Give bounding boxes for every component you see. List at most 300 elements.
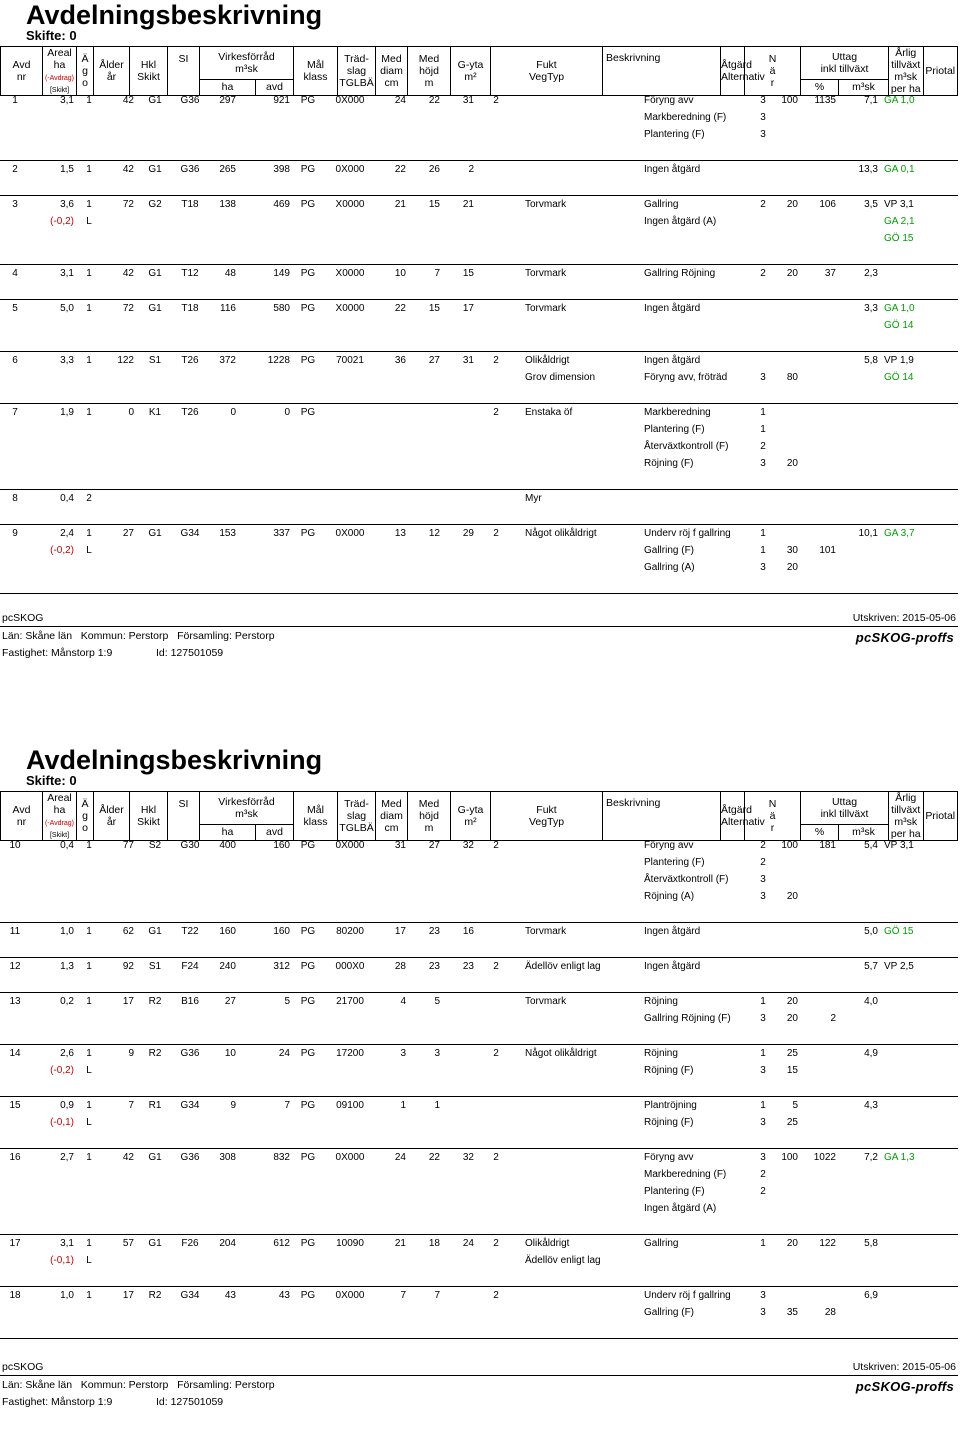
cell-atg: Röjning bbox=[644, 996, 678, 1007]
cell-nar: 2 bbox=[760, 840, 766, 851]
cell-tv: 4,9 bbox=[864, 1048, 878, 1059]
cell-nar: 1 bbox=[760, 1238, 766, 1249]
cell-ha: 0,2 bbox=[60, 996, 74, 1007]
stand-sub-row bbox=[0, 1010, 958, 1027]
stand-record bbox=[0, 923, 958, 958]
stand-sub-row bbox=[0, 213, 958, 230]
cell-si: T26 bbox=[181, 355, 199, 366]
cell-diam: 1 bbox=[400, 1100, 406, 1111]
cell-atg: Röjning (F) bbox=[644, 1065, 694, 1076]
stand-record bbox=[0, 1149, 958, 1235]
cell-ts: 21700 bbox=[336, 996, 364, 1007]
cell-beskr: Torvmark bbox=[525, 303, 567, 314]
skifte-label: Skifte: 0 bbox=[26, 28, 77, 43]
cell-nr: 11 bbox=[9, 926, 21, 937]
cell-gyta: 31 bbox=[462, 355, 474, 366]
cell-hojd: 15 bbox=[428, 199, 440, 210]
stand-main-row bbox=[0, 490, 958, 507]
cell-m3: 101 bbox=[819, 545, 836, 556]
cell-hojd: 5 bbox=[434, 996, 440, 1007]
cell-alder: 42 bbox=[122, 1152, 134, 1163]
stand-main-row bbox=[0, 993, 958, 1010]
footer-property: Fastighet: Månstorp 1:9 bbox=[2, 647, 113, 659]
column-header: Avd nr Areal ha (-Avdrag) [Skikt] Ä g o Ålder år Hkl Skikt SI Virkesförråd m³sk Mål klass Träd- slag TGLBÄ Med diam cm Med höjd m G-yta m² Fukt VegTyp Beskrivning Åtgärd Alternativ N ä r Uttag inkl tillväxt Årlig tillväxt m³sk per ha Priotal ha avd % m³sk bbox=[0, 46, 958, 96]
cell-vavd: 160 bbox=[273, 840, 290, 851]
cell-atg: Plantering (F) bbox=[644, 857, 705, 868]
cell-alder: 7 bbox=[128, 1100, 134, 1111]
stand-main-row bbox=[0, 1149, 958, 1166]
cell-vha: 240 bbox=[219, 961, 236, 972]
hdr-diam: Med bbox=[381, 53, 402, 65]
cell-tv: 5,0 bbox=[864, 926, 878, 937]
cell-nar: 1 bbox=[760, 407, 766, 418]
cell-hojd: 7 bbox=[434, 268, 440, 279]
cell-atg: Ingen åtgärd bbox=[644, 961, 701, 972]
cell-vavd: 5 bbox=[284, 996, 290, 1007]
cell-atg: Röjning (F) bbox=[644, 1117, 694, 1128]
hdr-fukt: Fukt bbox=[536, 59, 557, 71]
stand-record bbox=[0, 837, 958, 923]
cell-alder: 92 bbox=[122, 961, 134, 972]
stand-record bbox=[0, 490, 958, 525]
cell-vha: 265 bbox=[219, 164, 236, 175]
cell-vha: 43 bbox=[224, 1290, 236, 1301]
cell-si: G30 bbox=[180, 840, 200, 851]
cell-fukt: 2 bbox=[493, 95, 499, 106]
cell-hkl: G1 bbox=[148, 268, 162, 279]
cell-beskr: Något olikåldrigt bbox=[525, 528, 597, 539]
cell-ago: 2 bbox=[86, 493, 92, 504]
footer-printed-date: Utskriven: 2015-05-06 bbox=[852, 1361, 956, 1373]
cell-vha: 116 bbox=[220, 303, 236, 314]
cell-ago: L bbox=[86, 545, 92, 556]
cell-mal: PG bbox=[300, 268, 316, 279]
cell-si: G36 bbox=[180, 95, 200, 106]
cell-ha: (-0,1) bbox=[50, 1255, 74, 1266]
cell-hkl: R2 bbox=[148, 1290, 162, 1301]
cell-mal: PG bbox=[300, 1238, 316, 1249]
cell-pct: 30 bbox=[786, 545, 798, 556]
cell-vavd: 1228 bbox=[267, 355, 290, 366]
brand-logo: pcSKOG-proffs bbox=[855, 630, 954, 645]
cell-hojd: 22 bbox=[428, 1152, 440, 1163]
cell-nr: 17 bbox=[9, 1238, 21, 1249]
cell-fukt: 2 bbox=[493, 1048, 499, 1059]
cell-ago: 1 bbox=[86, 1238, 92, 1249]
cell-hkl: G1 bbox=[148, 95, 162, 106]
skifte-label: Skifte: 0 bbox=[26, 773, 77, 788]
cell-ago: L bbox=[86, 216, 92, 227]
stand-record bbox=[0, 404, 958, 490]
stand-main-row bbox=[0, 923, 958, 940]
cell-hkl: R2 bbox=[148, 996, 162, 1007]
cell-atg: Gallring bbox=[644, 1238, 679, 1249]
cell-mal: PG bbox=[300, 961, 316, 972]
stand-sub-row bbox=[0, 1166, 958, 1183]
cell-ha: (-0,2) bbox=[50, 1065, 74, 1076]
stand-sub-row bbox=[0, 109, 958, 126]
cell-nar: 3 bbox=[760, 1065, 766, 1076]
cell-ts: 10090 bbox=[336, 1238, 364, 1249]
cell-prio: GA 1,0 bbox=[884, 303, 915, 314]
cell-ago: 1 bbox=[86, 961, 92, 972]
cell-mal: PG bbox=[300, 1152, 316, 1163]
hdr-hojd: Med bbox=[418, 798, 440, 810]
cell-si: F24 bbox=[181, 961, 199, 972]
cell-ha: 3,6 bbox=[60, 199, 74, 210]
stand-record bbox=[0, 196, 958, 265]
cell-hojd: 27 bbox=[428, 355, 440, 366]
cell-vavd: 7 bbox=[284, 1100, 290, 1111]
hdr-priotal: Priotal bbox=[925, 65, 956, 77]
cell-fukt: 2 bbox=[493, 407, 499, 418]
cell-nr: 13 bbox=[9, 996, 21, 1007]
cell-atg: Markberedning (F) bbox=[644, 1169, 727, 1180]
cell-si: G34 bbox=[180, 1100, 200, 1111]
cell-atg: Röjning (F) bbox=[644, 458, 694, 469]
cell-beskr: Enstaka öf bbox=[525, 407, 573, 418]
stand-sub-row bbox=[0, 317, 958, 334]
cell-mal: PG bbox=[300, 926, 316, 937]
cell-hkl: G1 bbox=[148, 1238, 162, 1249]
cell-beskr: Torvmark bbox=[525, 268, 567, 279]
cell-gyta: 32 bbox=[462, 1152, 474, 1163]
cell-vavd: 43 bbox=[278, 1290, 290, 1301]
cell-pct: 5 bbox=[792, 1100, 798, 1111]
footer-divider bbox=[0, 1375, 958, 1376]
cell-pct: 35 bbox=[786, 1307, 798, 1318]
cell-atg: Återväxtkontroll (F) bbox=[644, 441, 729, 452]
cell-si: G36 bbox=[180, 1048, 200, 1059]
cell-alder: 17 bbox=[122, 996, 134, 1007]
cell-nar: 3 bbox=[760, 891, 766, 902]
cell-nr: 4 bbox=[12, 268, 18, 279]
cell-ha: (-0,1) bbox=[50, 1117, 74, 1128]
cell-prio: VP 1,9 bbox=[884, 355, 914, 366]
cell-nar: 1 bbox=[760, 1048, 766, 1059]
cell-ts: 80200 bbox=[336, 926, 364, 937]
hdr-atgard: Åtgärd bbox=[721, 804, 752, 816]
cell-m3: 122 bbox=[819, 1238, 836, 1249]
stand-record bbox=[0, 300, 958, 352]
stand-sub-row bbox=[0, 438, 958, 455]
cell-ago: 1 bbox=[86, 926, 92, 937]
cell-alder: 42 bbox=[122, 95, 134, 106]
cell-vha: 153 bbox=[219, 528, 236, 539]
stand-main-row bbox=[0, 404, 958, 421]
cell-gyta: 21 bbox=[462, 199, 474, 210]
cell-fukt: 2 bbox=[493, 1290, 499, 1301]
stand-sub-row bbox=[0, 126, 958, 143]
hdr-si: SI bbox=[178, 53, 189, 65]
cell-beskr: Torvmark bbox=[525, 996, 567, 1007]
cell-vha: 160 bbox=[219, 926, 236, 937]
stand-sub-row bbox=[0, 871, 958, 888]
cell-tv: 4,0 bbox=[864, 996, 878, 1007]
cell-diam: 22 bbox=[394, 164, 406, 175]
cell-atg: Underv röj f gallring bbox=[644, 1290, 731, 1301]
stand-sub-row bbox=[0, 421, 958, 438]
cell-tv: 6,9 bbox=[864, 1290, 878, 1301]
cell-atg: Gallring Röjning bbox=[644, 268, 716, 279]
cell-mal: PG bbox=[300, 1290, 316, 1301]
cell-ts: 70021 bbox=[336, 355, 364, 366]
cell-alder: 57 bbox=[122, 1238, 134, 1249]
cell-nar: 3 bbox=[760, 1290, 766, 1301]
cell-hkl: K1 bbox=[148, 407, 162, 418]
cell-nar: 1 bbox=[760, 424, 766, 435]
cell-prio: GA 3,7 bbox=[884, 528, 915, 539]
cell-nar: 2 bbox=[760, 199, 766, 210]
cell-vavd: 469 bbox=[273, 199, 290, 210]
cell-mal: PG bbox=[300, 1048, 316, 1059]
cell-nar: 3 bbox=[760, 562, 766, 573]
cell-vavd: 0 bbox=[284, 407, 290, 418]
cell-nar: 3 bbox=[760, 1152, 766, 1163]
cell-alder: 9 bbox=[128, 1048, 134, 1059]
stand-record bbox=[0, 1235, 958, 1287]
cell-beskr: Torvmark bbox=[525, 199, 567, 210]
cell-pct: 100 bbox=[781, 840, 798, 851]
cell-ts: X0000 bbox=[335, 199, 365, 210]
cell-si: T12 bbox=[181, 268, 199, 279]
stand-sub-row bbox=[0, 559, 958, 576]
cell-ago: 1 bbox=[86, 1152, 92, 1163]
cell-prio: VP 2,5 bbox=[884, 961, 914, 972]
stand-separator bbox=[0, 593, 958, 594]
cell-m3: 37 bbox=[824, 268, 836, 279]
cell-alder: 62 bbox=[122, 926, 134, 937]
cell-mal: PG bbox=[300, 840, 316, 851]
cell-atg: Föryng avv, fröträd bbox=[644, 372, 728, 383]
cell-m3: 1022 bbox=[813, 1152, 836, 1163]
cell-tv: 5,4 bbox=[864, 840, 878, 851]
stand-record bbox=[0, 161, 958, 196]
cell-fukt: 2 bbox=[493, 840, 499, 851]
cell-vha: 9 bbox=[230, 1100, 236, 1111]
cell-gyta: 2 bbox=[468, 164, 474, 175]
cell-si: G34 bbox=[180, 1290, 200, 1301]
cell-tv: 5,7 bbox=[864, 961, 878, 972]
hdr-gyta: G-yta bbox=[457, 804, 484, 816]
cell-nar: 3 bbox=[760, 874, 766, 885]
cell-nr: 5 bbox=[12, 303, 18, 314]
cell-ago: 1 bbox=[86, 268, 92, 279]
stand-record bbox=[0, 525, 958, 594]
cell-ha: 0,4 bbox=[60, 493, 74, 504]
cell-vha: 10 bbox=[224, 1048, 236, 1059]
cell-alder: 77 bbox=[122, 840, 134, 851]
cell-vavd: 160 bbox=[273, 926, 290, 937]
cell-nr: 12 bbox=[9, 961, 21, 972]
stand-sub-row bbox=[0, 1183, 958, 1200]
cell-pct: 25 bbox=[786, 1117, 798, 1128]
stand-separator bbox=[0, 1338, 958, 1339]
stand-record bbox=[0, 993, 958, 1045]
cell-fukt: 2 bbox=[493, 528, 499, 539]
brand-logo: pcSKOG-proffs bbox=[855, 1379, 954, 1394]
cell-ts: 09100 bbox=[336, 1100, 364, 1111]
stand-sub-row bbox=[0, 854, 958, 871]
cell-ago: L bbox=[86, 1255, 92, 1266]
footer-program: pcSKOG bbox=[2, 1361, 44, 1373]
cell-fukt: 2 bbox=[493, 1238, 499, 1249]
cell-alder: 42 bbox=[122, 268, 134, 279]
cell-nar: 1 bbox=[760, 545, 766, 556]
cell-atg: Ingen åtgärd bbox=[644, 303, 701, 314]
cell-si: B16 bbox=[181, 996, 199, 1007]
cell-nar: 1 bbox=[760, 528, 766, 539]
cell-ago: 1 bbox=[86, 1100, 92, 1111]
cell-ts: 0X000 bbox=[335, 164, 365, 175]
cell-hkl: G2 bbox=[148, 199, 162, 210]
footer-program: pcSKOG bbox=[2, 612, 44, 624]
cell-nr: 1 bbox=[12, 95, 18, 106]
cell-beskr: Olikåldrigt bbox=[525, 1238, 570, 1249]
page-title: Avdelningsbeskrivning bbox=[26, 0, 323, 30]
stand-sub-row bbox=[0, 230, 958, 247]
cell-hojd: 18 bbox=[428, 1238, 440, 1249]
cell-prio: GÖ 15 bbox=[884, 926, 914, 937]
cell-hkl: R2 bbox=[148, 1048, 162, 1059]
cell-beskr: Något olikåldrigt bbox=[525, 1048, 597, 1059]
cell-nar: 3 bbox=[760, 372, 766, 383]
cell-ha: 0,4 bbox=[60, 840, 74, 851]
cell-diam: 13 bbox=[394, 528, 406, 539]
cell-m3: 1135 bbox=[814, 95, 836, 106]
cell-pct: 20 bbox=[786, 458, 798, 469]
stand-main-row bbox=[0, 196, 958, 213]
cell-pct: 20 bbox=[786, 268, 798, 279]
hdr-tradslag: Träd- bbox=[344, 53, 369, 65]
cell-prio: GA 1,3 bbox=[884, 1152, 915, 1163]
cell-atg: Ingen åtgärd bbox=[644, 164, 701, 175]
cell-mal: PG bbox=[300, 164, 316, 175]
cell-pct: 80 bbox=[786, 372, 798, 383]
cell-hojd: 27 bbox=[428, 840, 440, 851]
cell-ha: 3,3 bbox=[60, 355, 74, 366]
stand-sub-row bbox=[0, 1062, 958, 1079]
cell-diam: 36 bbox=[394, 355, 406, 366]
hdr-nar: N bbox=[768, 798, 777, 810]
cell-tv: 4,3 bbox=[864, 1100, 878, 1111]
cell-nar: 3 bbox=[760, 95, 766, 106]
stand-sub-row bbox=[0, 455, 958, 472]
hdr-areal: Areal bbox=[47, 47, 72, 59]
cell-gyta: 15 bbox=[462, 268, 474, 279]
cell-ha: 3,1 bbox=[60, 95, 74, 106]
cell-hojd: 23 bbox=[428, 926, 440, 937]
cell-ago: 1 bbox=[86, 1048, 92, 1059]
cell-hojd: 23 bbox=[428, 961, 440, 972]
stand-main-row bbox=[0, 1235, 958, 1252]
cell-beskr: Grov dimension bbox=[525, 372, 596, 383]
cell-si: T26 bbox=[181, 407, 199, 418]
cell-atg: Markberedning (F) bbox=[644, 112, 727, 123]
cell-beskr: Ädellöv enligt lag bbox=[525, 961, 601, 972]
cell-hojd: 7 bbox=[434, 1290, 440, 1301]
cell-hkl: G1 bbox=[148, 303, 162, 314]
cell-ha: 1,0 bbox=[60, 1290, 74, 1301]
stand-sub-row bbox=[0, 542, 958, 559]
cell-pct: 20 bbox=[786, 1013, 798, 1024]
cell-vha: 0 bbox=[230, 407, 236, 418]
cell-vavd: 398 bbox=[273, 164, 290, 175]
stand-record bbox=[0, 352, 958, 404]
cell-hkl: G1 bbox=[148, 926, 162, 937]
hdr-agoslag: Ä bbox=[81, 53, 89, 65]
cell-prio: GA 1,0 bbox=[884, 95, 915, 106]
cell-diam: 21 bbox=[394, 1238, 406, 1249]
stand-main-row bbox=[0, 161, 958, 178]
cell-ha: 0,9 bbox=[60, 1100, 74, 1111]
cell-nr: 7 bbox=[12, 407, 18, 418]
cell-ha: 3,1 bbox=[60, 268, 74, 279]
cell-hojd: 1 bbox=[434, 1100, 440, 1111]
stand-sub-row bbox=[0, 369, 958, 386]
hdr-priotal: Priotal bbox=[925, 810, 956, 822]
hdr-si: SI bbox=[178, 798, 189, 810]
cell-m3: 28 bbox=[824, 1307, 836, 1318]
cell-hkl: G1 bbox=[148, 164, 162, 175]
cell-tv: 3,3 bbox=[864, 303, 878, 314]
cell-tv: 2,3 bbox=[864, 268, 878, 279]
footer-printed-date: Utskriven: 2015-05-06 bbox=[852, 612, 956, 624]
footer-property: Fastighet: Månstorp 1:9 bbox=[2, 1396, 113, 1408]
cell-ha: 2,7 bbox=[60, 1152, 74, 1163]
cell-nar: 2 bbox=[760, 1169, 766, 1180]
cell-vavd: 149 bbox=[273, 268, 290, 279]
cell-ts: X0000 bbox=[335, 303, 365, 314]
cell-pct: 100 bbox=[781, 1152, 798, 1163]
cell-atg: Ingen åtgärd bbox=[644, 926, 701, 937]
cell-ha: 1,5 bbox=[60, 164, 74, 175]
cell-si: T22 bbox=[181, 926, 199, 937]
cell-atg: Underv röj f gallring bbox=[644, 528, 731, 539]
hdr-avd: Avd bbox=[12, 804, 31, 816]
cell-prio: GÖ 15 bbox=[884, 233, 914, 244]
cell-diam: 28 bbox=[394, 961, 406, 972]
cell-atg: Plantering (F) bbox=[644, 129, 705, 140]
cell-ts: X0000 bbox=[335, 268, 365, 279]
cell-vha: 48 bbox=[224, 268, 236, 279]
cell-atg: Gallring (A) bbox=[644, 562, 695, 573]
hdr-tillvaxt: Årlig bbox=[895, 792, 917, 804]
cell-si: T18 bbox=[181, 303, 199, 314]
hdr-tillvaxt: Årlig bbox=[895, 47, 917, 59]
cell-hojd: 15 bbox=[428, 303, 440, 314]
cell-pct: 100 bbox=[781, 95, 798, 106]
cell-pct: 20 bbox=[786, 891, 798, 902]
cell-m3: 181 bbox=[819, 840, 836, 851]
cell-hojd: 22 bbox=[428, 95, 440, 106]
cell-alder: 72 bbox=[122, 199, 134, 210]
stand-record bbox=[0, 92, 958, 161]
cell-beskr: Myr bbox=[525, 493, 542, 504]
cell-mal: PG bbox=[300, 95, 316, 106]
cell-prio: GA 2,1 bbox=[884, 216, 915, 227]
cell-mal: PG bbox=[300, 528, 316, 539]
cell-atg: Ingen åtgärd bbox=[644, 355, 701, 366]
cell-gyta: 17 bbox=[462, 303, 474, 314]
hdr-alder: Ålder bbox=[99, 804, 124, 816]
cell-vha: 204 bbox=[219, 1238, 236, 1249]
cell-vha: 27 bbox=[224, 996, 236, 1007]
column-header: Avd nr Areal ha (-Avdrag) [Skikt] Ä g o Ålder år Hkl Skikt SI Virkesförråd m³sk Mål klass Träd- slag TGLBÄ Med diam cm Med höjd m G-yta m² Fukt VegTyp Beskrivning Åtgärd Alternativ N ä r Uttag inkl tillväxt Årlig tillväxt m³sk per ha Priotal ha avd % m³sk bbox=[0, 791, 958, 841]
cell-diam: 24 bbox=[394, 1152, 406, 1163]
cell-nr: 18 bbox=[9, 1290, 21, 1301]
cell-tv: 7,2 bbox=[864, 1152, 878, 1163]
